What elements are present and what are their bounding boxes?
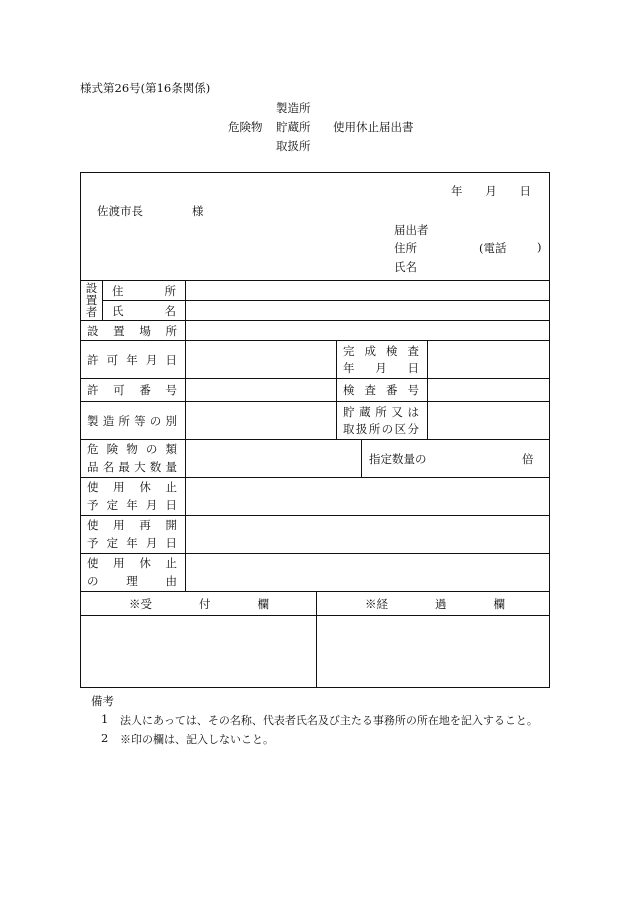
- label-char: 可: [106, 352, 119, 367]
- label-char: 査: [407, 344, 419, 358]
- label-char: 予: [87, 536, 99, 550]
- month-label: 月: [485, 184, 497, 198]
- label-char: 欄: [257, 597, 269, 611]
- label-char: 定: [106, 498, 119, 512]
- notification-form: [80, 172, 550, 688]
- location-label: [87, 321, 177, 340]
- designated-quantity-label: 指定数量の: [369, 452, 427, 466]
- label-char: 製: [87, 413, 99, 428]
- honorific: 様: [192, 204, 204, 218]
- label-char: 年: [126, 352, 138, 367]
- label-char: の: [381, 422, 394, 436]
- progress-header: [365, 593, 505, 615]
- day-label: 日: [519, 184, 531, 198]
- label-char: 完: [343, 344, 355, 358]
- label-char: の: [149, 413, 162, 428]
- label-char: 等: [134, 413, 146, 428]
- label-char: 日: [165, 352, 177, 367]
- label-char: 休: [139, 480, 151, 494]
- progress-field: [317, 616, 550, 688]
- reception-field: [81, 616, 316, 688]
- label-char: 理: [126, 574, 138, 588]
- facility-distinction-field[interactable]: [186, 402, 336, 439]
- completion-date-field[interactable]: [428, 341, 550, 378]
- label-char: 区: [394, 422, 407, 436]
- reason-field[interactable]: [186, 554, 550, 591]
- label-char: 設: [85, 281, 98, 295]
- label-char: 使: [87, 518, 99, 532]
- label-char: 数: [149, 460, 162, 474]
- address-label: 住所: [394, 241, 417, 255]
- reception-header: [129, 593, 269, 615]
- installer-name-field[interactable]: [186, 301, 550, 320]
- note-item-1-number: 1: [101, 712, 109, 726]
- year-label: 年: [451, 184, 463, 198]
- label-char: 月: [145, 498, 158, 512]
- installer-address-label: [112, 281, 176, 300]
- resume-label-line1: [87, 517, 177, 533]
- label-char: 扱: [355, 422, 368, 436]
- label-char: 可: [113, 383, 125, 397]
- label-char: 置: [113, 323, 125, 338]
- label-char: 再: [139, 518, 151, 532]
- label-char: 月: [145, 536, 158, 550]
- installer-name-label: [112, 301, 176, 320]
- note-item-2-number: 2: [101, 731, 109, 745]
- notes-title: 備考: [91, 694, 114, 708]
- title-suffix: 使用休止届出書: [333, 120, 414, 134]
- phone-close: ): [537, 240, 542, 254]
- label-char: 氏: [112, 303, 124, 318]
- label-char: 貯: [343, 405, 355, 419]
- note-item-2-text: ※印の欄は、記入しないこと。: [120, 733, 274, 746]
- facility-type-manufacturing: 製造所: [276, 101, 311, 115]
- resume-label-line2: [87, 535, 177, 551]
- label-char: 号: [165, 383, 177, 397]
- quantity-multiple-field[interactable]: [431, 440, 511, 477]
- label-char: 号: [407, 383, 419, 397]
- label-char: 危: [87, 442, 99, 456]
- label-char: 欄: [493, 597, 505, 611]
- label-char: 名: [102, 460, 115, 474]
- storage-label-line2: [343, 421, 419, 437]
- hazard-label-line1: [87, 441, 177, 457]
- permit-date-field[interactable]: [186, 341, 336, 378]
- label-char: 険: [106, 442, 119, 456]
- label-char: 蔵: [359, 405, 371, 419]
- label-char: 者: [85, 305, 98, 319]
- resume-date-field[interactable]: [186, 516, 550, 553]
- storage-label-line1: [343, 404, 419, 420]
- label-char: 休: [139, 556, 151, 570]
- label-char: 許: [87, 383, 99, 397]
- label-char: 所: [165, 323, 177, 338]
- storage-category-field[interactable]: [428, 402, 550, 439]
- label-char: 造: [102, 413, 115, 428]
- label-char: 用: [113, 556, 125, 570]
- label-char: 月: [145, 352, 158, 367]
- form-number: 様式第26号(第16条関係): [80, 81, 211, 95]
- label-char: ※受: [129, 597, 152, 611]
- label-char: 止: [165, 480, 177, 494]
- permit-number-field[interactable]: [186, 379, 336, 401]
- hazard-label-line2: [87, 459, 177, 475]
- label-char: 類: [165, 442, 177, 456]
- addressee: 佐渡市長: [97, 204, 143, 218]
- reason-label-line1: [87, 555, 177, 571]
- suspend-label-line1: [87, 479, 177, 495]
- completion-label-line1: [343, 343, 419, 359]
- label-char: の: [87, 574, 99, 588]
- suspend-label-line2: [87, 497, 177, 513]
- reason-label-line2: [87, 573, 177, 589]
- location-field[interactable]: [186, 321, 550, 340]
- label-char: 年: [126, 498, 138, 512]
- label-char: 許: [87, 352, 99, 367]
- label-char: ※経: [365, 597, 388, 611]
- installer-address-field[interactable]: [186, 281, 550, 300]
- label-char: 年: [343, 361, 355, 375]
- label-char: 付: [199, 597, 211, 611]
- label-char: 大: [134, 460, 146, 474]
- label-char: 番: [139, 383, 151, 397]
- label-char: 別: [165, 413, 177, 428]
- label-char: 年: [126, 536, 138, 550]
- label-char: の: [145, 442, 158, 456]
- label-char: 所: [164, 283, 176, 298]
- label-char: 物: [126, 442, 138, 456]
- label-char: 品: [87, 460, 99, 474]
- label-char: 所: [368, 422, 381, 436]
- label-char: 最: [118, 460, 130, 474]
- label-char: 検: [343, 383, 355, 397]
- hazard-field[interactable]: [186, 440, 361, 477]
- permit-date-label: [87, 341, 177, 378]
- label-char: 日: [407, 361, 419, 375]
- label-char: 日: [165, 498, 177, 512]
- times-label: 倍: [522, 452, 534, 466]
- label-char: 分: [407, 422, 419, 436]
- facility-type-handling: 取扱所: [276, 139, 311, 153]
- inspection-number-label: [343, 379, 419, 401]
- label-char: 日: [165, 536, 177, 550]
- label-char: 予: [87, 498, 99, 512]
- note-item-1-text: 法人にあっては、その名称、代表者氏名及び主たる事務所の所在地を記入すること。: [120, 714, 538, 727]
- label-char: 場: [139, 323, 151, 338]
- label-char: 名: [164, 303, 176, 318]
- label-char: 検: [386, 344, 398, 358]
- label-char: 番: [386, 383, 398, 397]
- date-fields: [451, 183, 531, 199]
- label-char: 用: [113, 480, 125, 494]
- label-char: 用: [113, 518, 125, 532]
- permit-number-label: [87, 379, 177, 401]
- label-char: 量: [165, 460, 177, 474]
- label-char: 過: [435, 597, 447, 611]
- label-char: 査: [364, 383, 376, 397]
- facility-type-storage: 貯蔵所: [276, 120, 311, 134]
- inspection-number-field[interactable]: [428, 379, 550, 401]
- label-char: 止: [165, 556, 177, 570]
- label-char: は: [407, 405, 419, 419]
- name-label: 氏名: [394, 260, 417, 274]
- label-char: 月: [375, 361, 387, 375]
- label-char: 開: [165, 518, 177, 532]
- label-char: 所: [375, 405, 387, 419]
- label-char: 所: [118, 413, 130, 428]
- label-char: 住: [112, 283, 124, 298]
- label-char: 取: [343, 422, 355, 436]
- label-char: 又: [391, 405, 403, 419]
- label-char: 由: [165, 574, 177, 588]
- applicant-label: 届出者: [394, 223, 429, 237]
- completion-label-line2: [343, 360, 419, 376]
- label-char: 設: [87, 323, 99, 338]
- phone-label: (電話: [479, 241, 507, 255]
- label-char: 定: [106, 536, 119, 550]
- label-char: 成: [364, 344, 376, 358]
- label-char: 置: [85, 293, 98, 307]
- suspend-date-field[interactable]: [186, 478, 550, 515]
- facility-distinction-label: [87, 402, 177, 439]
- label-char: 使: [87, 480, 99, 494]
- title-prefix: 危険物: [228, 120, 263, 134]
- label-char: 使: [87, 556, 99, 570]
- installer-label: [81, 282, 102, 318]
